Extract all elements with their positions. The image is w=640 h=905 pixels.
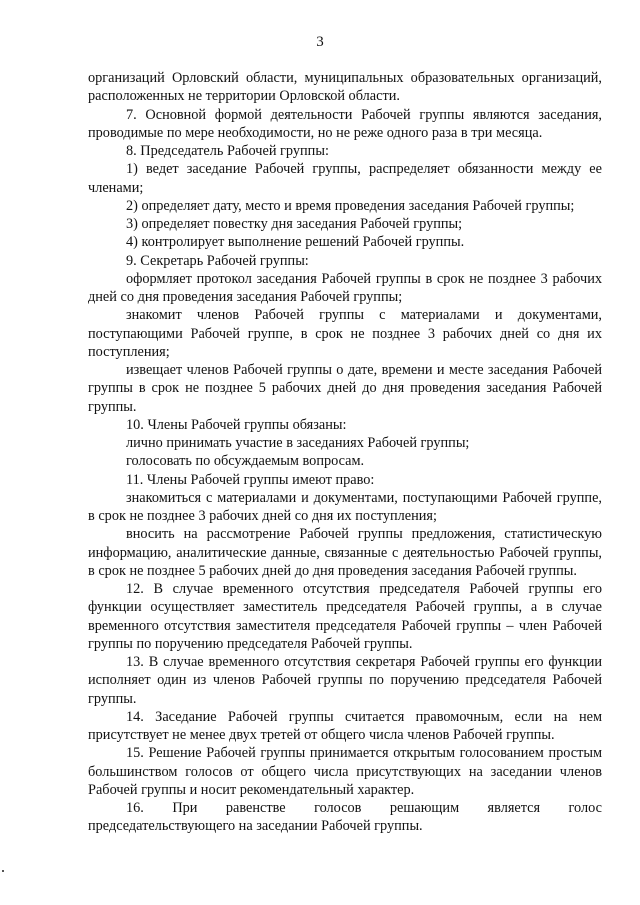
paragraph-secretary-duty-1: оформляет протокол заседания Рабочей группы в срок не позднее 3 рабочих дней со дня проведения заседания Рабочей группы; xyxy=(88,270,602,305)
document-body xyxy=(88,69,602,836)
paragraph-item-16: 16. При равенстве голосов решающим является голос председательствующего на заседании Рабочей группы. xyxy=(88,800,602,835)
paragraph-secretary-duty-2: знакомит членов Рабочей группы с материалами и документами, поступающими Рабочей группе, в срок не позднее 3 рабочих дней со дня их поступления; xyxy=(88,307,602,360)
paragraph-continuation: организаций Орловский области, муниципальных образовательных организаций, расположенных не территории Орловской области. xyxy=(88,70,602,105)
paragraph-item-15: 15. Решение Рабочей группы принимается открытым голосованием простым большинством голосов от общего числа присутствующих на заседании членов Рабочей группы и носит рекомендательный характер. xyxy=(88,745,602,798)
paragraph-item-9: 9. Секретарь Рабочей группы: xyxy=(126,252,309,269)
paragraph-member-right-2: вносить на рассмотрение Рабочей группы предложения, статистическую информацию, аналитические данные, связанные с деятельностью Рабочей группы, в срок не позднее 5 рабочих дней до дня проведения заседания Рабочей группы. xyxy=(88,526,602,579)
paragraph-subitem-8-3: 3) определяет повестку дня заседания Рабочей группы; xyxy=(126,216,463,232)
page-number: 3 xyxy=(316,34,324,50)
paragraph-member-duty-1: лично принимать участие в заседаниях Рабочей группы; xyxy=(126,435,470,451)
paragraph-secretary-duty-3: извещает членов Рабочей группы о дате, времени и месте заседания Рабочей группы в срок не позднее 5 рабочих дней до дня проведения заседания Рабочей группы. xyxy=(88,362,602,415)
paragraph-item-14: 14. Заседание Рабочей группы считается правомочным, если на нем присутствует не менее двух третей от общего числа членов Рабочей группы. xyxy=(88,708,602,743)
scan-edge-mark xyxy=(2,870,4,872)
paragraph-member-duty-2: голосовать по обсуждаемым вопросам. xyxy=(126,453,365,470)
paragraph-item-11: 11. Члены Рабочей группы имеют право: xyxy=(126,471,375,488)
paragraph-item-12: 12. В случае временного отсутствия председателя Рабочей группы его функции осуществляет заместитель председателя Рабочей группы, а в случае временного отсутствия заместителя председателя Рабочей группы – член Рабочей группы по поручению председателя Рабочей группы. xyxy=(88,581,602,652)
paragraph-item-10: 10. Члены Рабочей группы обязаны: xyxy=(126,416,347,433)
paragraph-item-8: 8. Председатель Рабочей группы: xyxy=(126,143,329,159)
paragraph-subitem-8-2: 2) определяет дату, место и время проведения заседания Рабочей группы; xyxy=(126,197,575,214)
paragraph-item-13: 13. В случае временного отсутствия секретаря Рабочей группы его функции исполняет один из членов Рабочей группы по поручению председателя Рабочей группы. xyxy=(88,654,602,707)
paragraph-subitem-8-1: 1) ведет заседание Рабочей группы, распределяет обязанности между ее членами; xyxy=(88,161,602,196)
paragraph-member-right-1: знакомиться с материалами и документами, поступающими Рабочей группе, в срок не позднее 3 рабочих дней со дня их поступления; xyxy=(88,489,602,524)
paragraph-item-7: 7. Основной формой деятельности Рабочей группы являются заседания, проводимые по мере необходимости, но не реже одного раза в три месяца. xyxy=(88,106,602,141)
paragraph-subitem-8-4: 4) контролирует выполнение решений Рабочей группы. xyxy=(126,234,465,251)
